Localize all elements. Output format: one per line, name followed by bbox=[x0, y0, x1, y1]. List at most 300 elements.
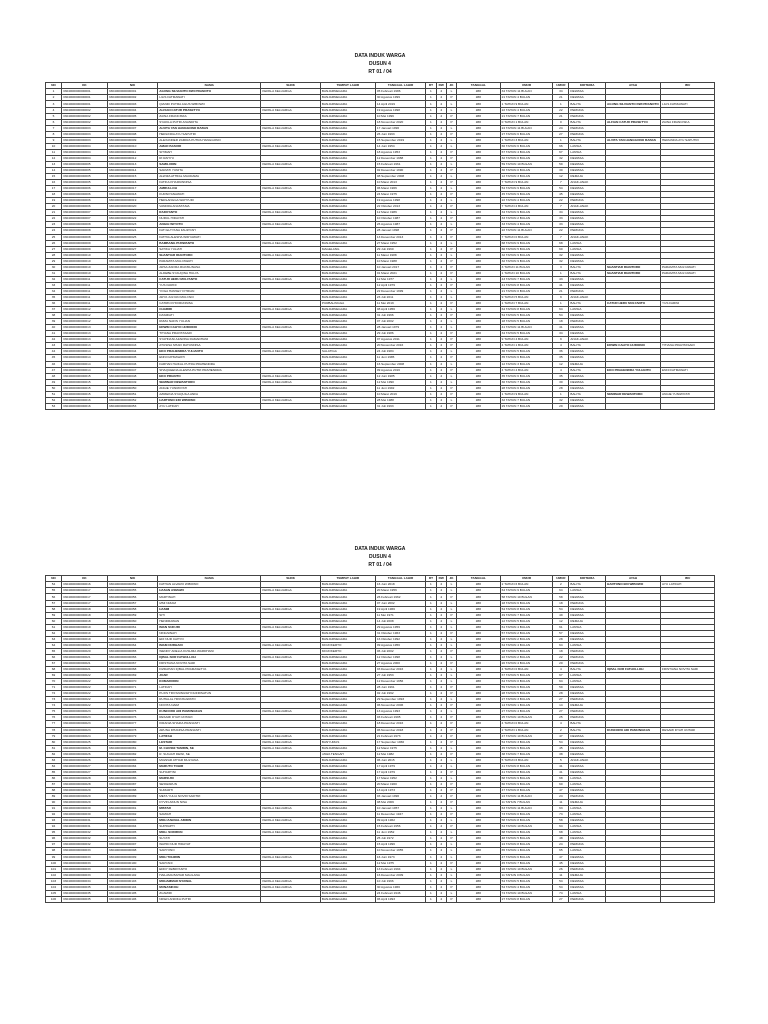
table-cell: 9 bbox=[553, 337, 569, 343]
table-cell: 3304000000000014 bbox=[107, 168, 157, 174]
table-cell: L bbox=[446, 679, 456, 685]
table-cell: PEMUDA bbox=[569, 107, 606, 113]
table-cell: PURBALINGGA bbox=[320, 301, 375, 307]
table-cell: 16 September 2008 bbox=[375, 361, 425, 367]
table-cell: 1 bbox=[426, 618, 436, 624]
table-cell: 1 bbox=[426, 276, 436, 282]
table-cell: 3304000000000018 bbox=[62, 618, 108, 624]
table-cell: SAMIAH bbox=[158, 812, 261, 818]
table-cell: 3304000000000086 bbox=[107, 775, 157, 781]
table-cell: 4 bbox=[436, 667, 446, 673]
table-cell: P bbox=[446, 403, 456, 409]
table-cell: 27 TAHUN 8 BULAN bbox=[500, 896, 553, 902]
table-cell: 93 bbox=[46, 818, 62, 824]
table-cell: 9 TAHUN 5 BULAN bbox=[500, 294, 553, 300]
table-cell: 27 TAHUN 3 BULAN bbox=[500, 697, 553, 703]
table-cell: BANJARNEGARA bbox=[320, 884, 375, 890]
table-cell: DEWASA bbox=[569, 155, 606, 161]
table-cell: ### bbox=[457, 186, 501, 192]
table-cell: 67 TAHUN 4 BULAN bbox=[500, 149, 553, 155]
table-cell: ### bbox=[457, 830, 501, 836]
table-cell: 25 Juli 1972 bbox=[375, 836, 425, 842]
column-header: JK bbox=[446, 83, 456, 89]
table-cell: 3304000000000055 bbox=[107, 588, 157, 594]
table-cell: BANJARNEGARA bbox=[320, 198, 375, 204]
table-cell: DEWASA bbox=[569, 612, 606, 618]
table-cell: DEWASA bbox=[569, 168, 606, 174]
table-cell: ### bbox=[457, 234, 501, 240]
table-cell: 18 bbox=[553, 319, 569, 325]
table-cell: 1 bbox=[426, 288, 436, 294]
table-cell: ### bbox=[457, 325, 501, 331]
table-cell: 1 bbox=[426, 294, 436, 300]
table-cell: 3304000000000023 bbox=[107, 222, 157, 228]
table-cell: ### bbox=[457, 812, 501, 818]
table-cell: CATUR HERU MULYANTO bbox=[158, 276, 261, 282]
table-cell: 1 bbox=[426, 125, 436, 131]
table-cell: 3304000000000015 bbox=[62, 379, 108, 385]
column-header: SHDK bbox=[261, 576, 321, 582]
table-cell: 29 Juli 1960 bbox=[375, 246, 425, 252]
table-cell: P bbox=[446, 264, 456, 270]
table-cell: 30 TAHUN 7 BULAN bbox=[500, 379, 553, 385]
table-cell: 68 bbox=[553, 240, 569, 246]
table-cell: SHAQUEENA ALESHA PUTRI PRAHENDRA bbox=[158, 367, 261, 373]
table-cell: 3304000000000016 bbox=[107, 180, 157, 186]
table-cell: 60 TAHUN 5 BULAN bbox=[500, 246, 553, 252]
table-cell: 1 bbox=[426, 661, 436, 667]
table-cell: BANJARNEGARA bbox=[320, 661, 375, 667]
table-cell: P bbox=[446, 258, 456, 264]
table-cell: ### bbox=[457, 125, 501, 131]
table-cell: ### bbox=[457, 775, 501, 781]
table-cell: 54 bbox=[553, 606, 569, 612]
table-cell: PEMUDA bbox=[569, 654, 606, 660]
table-cell: BANJARNEGARA bbox=[320, 234, 375, 240]
table-cell: P bbox=[446, 896, 456, 902]
table-cell: DEWASA bbox=[569, 630, 606, 636]
table-cell: SALATIGA bbox=[320, 349, 375, 355]
table-cell: 4 bbox=[436, 673, 446, 679]
table-cell: DEWASA bbox=[569, 89, 606, 95]
table-cell: 3 TAHUN 11 BULAN bbox=[500, 264, 553, 270]
table-cell: 03 Januari 1996 bbox=[375, 794, 425, 800]
table-cell: 13 Agustus 1993 bbox=[375, 709, 425, 715]
table-cell: 3304000000000020 bbox=[107, 204, 157, 210]
table-cell: BANJARNEGARA bbox=[320, 812, 375, 818]
table-cell: L bbox=[446, 745, 456, 751]
table-cell: PEMUDA bbox=[569, 125, 606, 131]
table-cell: MOHAMMAD NYAWAL bbox=[158, 878, 261, 884]
table-cell: L bbox=[446, 830, 456, 836]
table-cell: 06 Juli 2002 bbox=[375, 648, 425, 654]
table-cell: ### bbox=[457, 745, 501, 751]
table-cell: 22 TAHUN 4 BULAN bbox=[500, 198, 553, 204]
table-cell: 3304000000000021 bbox=[62, 654, 108, 660]
table-cell: L bbox=[446, 866, 456, 872]
table-body bbox=[46, 89, 715, 409]
table-cell: 3304000000000060 bbox=[107, 618, 157, 624]
table-cell: 3304000000000059 bbox=[107, 612, 157, 618]
table-cell: ### bbox=[457, 113, 501, 119]
table-cell: P bbox=[446, 721, 456, 727]
table-cell: DEWASA bbox=[569, 787, 606, 793]
table-cell: 27 bbox=[553, 697, 569, 703]
table-cell: L bbox=[446, 125, 456, 131]
table-cell: 3304000000000013 bbox=[62, 343, 108, 349]
table-cell: 64 TAHUN 0 BULAN bbox=[500, 679, 553, 685]
table-cell: BANJARNEGARA bbox=[320, 131, 375, 137]
table-cell: 06 Juni 2015 bbox=[375, 757, 425, 763]
table-cell: 4 bbox=[436, 769, 446, 775]
table-cell: 3304000000000010 bbox=[62, 270, 108, 276]
table-cell: 3304000000000016 bbox=[62, 397, 108, 403]
table-cell: 59 bbox=[553, 161, 569, 167]
table-cell: 5 bbox=[553, 757, 569, 763]
table-cell: 3304000000000087 bbox=[107, 781, 157, 787]
table-cell: KEPALA KELUARGA bbox=[261, 606, 321, 612]
table-cell: 57 TAHUN 2 BULAN bbox=[500, 630, 553, 636]
table-cell: 4 bbox=[436, 636, 446, 642]
table-cell: ### bbox=[457, 642, 501, 648]
table-cell: 3304000000000001 bbox=[107, 89, 157, 95]
table-cell: KEPALA KELUARGA bbox=[261, 733, 321, 739]
table-cell: BANJARNEGARA bbox=[320, 745, 375, 751]
table-cell: 3304000000000007 bbox=[62, 216, 108, 222]
table-cell: 3304000000000026 bbox=[107, 240, 157, 246]
table-cell: P bbox=[446, 648, 456, 654]
table-cell: 41 TAHUN 8 BULAN bbox=[500, 763, 553, 769]
table-cell: 28 Mei 1988 bbox=[375, 397, 425, 403]
table-cell: BANJARNEGARA bbox=[320, 842, 375, 848]
table-cell: DEWASA bbox=[569, 763, 606, 769]
table-cell: 02 Juli 1992 bbox=[375, 691, 425, 697]
table-cell: BANJARNEGARA bbox=[320, 252, 375, 258]
table-cell: 49 bbox=[553, 612, 569, 618]
table-cell: 102 bbox=[46, 872, 62, 878]
table-cell: ### bbox=[457, 721, 501, 727]
table-cell: L bbox=[446, 107, 456, 113]
table-cell: MISTAR bbox=[158, 806, 261, 812]
table-cell: 1 bbox=[426, 872, 436, 878]
table-cell: 18 bbox=[46, 192, 62, 198]
table-cell: P bbox=[446, 168, 456, 174]
table-cell: 4 bbox=[436, 830, 446, 836]
table-cell: 3304000000000079 bbox=[107, 733, 157, 739]
table-cell: EKO PRIANTO bbox=[158, 373, 261, 379]
table-cell: DEWASA bbox=[569, 854, 606, 860]
table-cell: 41 bbox=[553, 769, 569, 775]
column-header: AYAH bbox=[606, 83, 661, 89]
table-cell: BANJARNEGARA bbox=[320, 325, 375, 331]
document-title: DATA INDUK WARGA bbox=[354, 53, 406, 59]
table-cell: 3304000000000038 bbox=[107, 313, 157, 319]
table-cell: 1 bbox=[426, 313, 436, 319]
table-cell: L bbox=[446, 349, 456, 355]
table-cell: P bbox=[446, 703, 456, 709]
table-cell: ### bbox=[457, 794, 501, 800]
table-cell: 1 bbox=[426, 113, 436, 119]
table-cell: ### bbox=[457, 624, 501, 630]
table-cell: 4 bbox=[436, 137, 446, 143]
table-cell: BANJARNEGARA bbox=[320, 367, 375, 373]
table-cell: BANJARNEGARA bbox=[320, 155, 375, 161]
table-cell: LILIS FATMAWATI bbox=[661, 101, 715, 107]
table-cell: 24 TAHUN 11 BULAN bbox=[500, 794, 553, 800]
table-cell: 1 bbox=[426, 131, 436, 137]
table-cell: 4 bbox=[436, 691, 446, 697]
table-cell: 14 April 2019 bbox=[375, 101, 425, 107]
table-cell: 3304000000000010 bbox=[62, 252, 108, 258]
table-cell: 59 bbox=[553, 685, 569, 691]
table-cell: L bbox=[446, 582, 456, 588]
table-cell: 26 bbox=[46, 240, 62, 246]
table-cell: L bbox=[446, 757, 456, 763]
table-cell: L bbox=[446, 307, 456, 313]
table-cell: 4 bbox=[436, 252, 446, 258]
table-cell: SARYANI bbox=[158, 860, 261, 866]
table-cell: L bbox=[446, 697, 456, 703]
table-cell: BANJARNEGARA bbox=[320, 216, 375, 222]
table-cell: 25 bbox=[553, 715, 569, 721]
table-cell: 32 bbox=[553, 155, 569, 161]
table-cell: 54 bbox=[553, 186, 569, 192]
table-cell: 4 bbox=[436, 294, 446, 300]
table-cell: 4 bbox=[436, 373, 446, 379]
table-cell: DEWASA bbox=[569, 818, 606, 824]
table-cell: 1 bbox=[426, 751, 436, 757]
table-cell: DEWASA bbox=[569, 733, 606, 739]
table-cell: L bbox=[446, 325, 456, 331]
table-cell: BALITA bbox=[569, 343, 606, 349]
table-cell: LANSIA bbox=[569, 830, 606, 836]
table-cell: 3304000000000065 bbox=[107, 648, 157, 654]
table-cell: KEPALA KELUARGA bbox=[261, 349, 321, 355]
table-cell: 3304000000000069 bbox=[107, 673, 157, 679]
table-cell: 37 bbox=[46, 307, 62, 313]
table-cell: 4 bbox=[436, 812, 446, 818]
table-cell: 1 bbox=[426, 143, 436, 149]
table-cell: ### bbox=[457, 216, 501, 222]
table-cell: 4 bbox=[436, 739, 446, 745]
table-cell: 20 November 2016 bbox=[375, 343, 425, 349]
table-cell: REMAJA bbox=[569, 703, 606, 709]
table-cell: DEWASA bbox=[569, 691, 606, 697]
table-cell: ANAK-ANAK bbox=[569, 204, 606, 210]
table-cell: 1 TAHUN 9 BULAN bbox=[500, 391, 553, 397]
table-cell: 13 April 1973 bbox=[375, 787, 425, 793]
table-cell: P bbox=[446, 769, 456, 775]
table-cell: BANJARNEGARA bbox=[320, 264, 375, 270]
table-cell: 3304000000000037 bbox=[107, 307, 157, 313]
table-cell: ### bbox=[457, 403, 501, 409]
table-cell: 1 bbox=[426, 95, 436, 101]
table-cell: MOJOKERTO bbox=[320, 642, 375, 648]
table-cell: LANSIA bbox=[569, 307, 606, 313]
table-cell: BANJARNEGARA bbox=[320, 848, 375, 854]
table-cell: 3304000000000102 bbox=[107, 872, 157, 878]
table-cell: 1 bbox=[426, 385, 436, 391]
table-cell: ### bbox=[457, 896, 501, 902]
table-cell: 45 bbox=[553, 745, 569, 751]
table-cell: 66 TAHUN 6 BULAN bbox=[500, 143, 553, 149]
table-cell: 28 TAHUN 5 BULAN bbox=[500, 691, 553, 697]
table-cell: ### bbox=[457, 661, 501, 667]
table-cell: WENDY ADELIA KUSUMA WARDHANI bbox=[158, 648, 261, 654]
table-cell: DEWASA bbox=[569, 860, 606, 866]
table-cell: ### bbox=[457, 582, 501, 588]
column-header: UMUR bbox=[553, 576, 569, 582]
table-cell: ### bbox=[457, 355, 501, 361]
table-cell: 12 Maret 1986 bbox=[375, 210, 425, 216]
table-cell: KEPALA KELUARGA bbox=[261, 624, 321, 630]
table-cell: P bbox=[446, 727, 456, 733]
table-cell: 12 bbox=[553, 361, 569, 367]
table-cell: 1 bbox=[426, 612, 436, 618]
table-cell: ZAINA FRANCISKA bbox=[661, 119, 715, 125]
table-cell: 3304000000000027 bbox=[62, 763, 108, 769]
table-cell: 3304000000000019 bbox=[62, 630, 108, 636]
table-cell: 3304000000000094 bbox=[107, 824, 157, 830]
table-cell: 1 bbox=[426, 240, 436, 246]
table-cell: 3304000000000042 bbox=[107, 337, 157, 343]
table-cell: SITIMAH bbox=[158, 149, 261, 155]
table-cell: 4 bbox=[436, 234, 446, 240]
table-cell: 4 bbox=[436, 618, 446, 624]
table-cell: 25 bbox=[46, 234, 62, 240]
table-cell: 75 bbox=[46, 709, 62, 715]
table-cell: 86 bbox=[46, 775, 62, 781]
table-cell: 3304000000000034 bbox=[62, 878, 108, 884]
table-cell: 41 TAHUN 8 BULAN bbox=[500, 769, 553, 775]
table-cell: L bbox=[446, 667, 456, 673]
table-cell: 1 bbox=[426, 842, 436, 848]
table-cell: 3304000000000045 bbox=[107, 355, 157, 361]
table-cell: 3304000000000002 bbox=[62, 113, 108, 119]
table-cell: 1 bbox=[426, 373, 436, 379]
table-cell: 1 bbox=[426, 397, 436, 403]
table-cell: KEPALA KELUARGA bbox=[261, 642, 321, 648]
table-cell: BANJARNEGARA bbox=[320, 582, 375, 588]
table-cell: ### bbox=[457, 787, 501, 793]
table-cell: 1 bbox=[426, 252, 436, 258]
table-cell: 4 bbox=[436, 787, 446, 793]
table-cell: 3304000000000023 bbox=[62, 727, 108, 733]
table-cell: REMAJA bbox=[569, 872, 606, 878]
table-cell: 1 bbox=[426, 186, 436, 192]
table-cell: 24 bbox=[553, 125, 569, 131]
table-cell: 5 bbox=[46, 113, 62, 119]
table-cell: 1 bbox=[553, 301, 569, 307]
table-cell: 3304000000000005 bbox=[62, 161, 108, 167]
table-cell: 30 bbox=[553, 168, 569, 174]
table-cell: KOMARUDIN bbox=[158, 679, 261, 685]
table-cell: 56 bbox=[46, 594, 62, 600]
table-cell: KUNCORO ADI PAMUNGKAS bbox=[606, 727, 661, 733]
table-cell: 1 bbox=[426, 403, 436, 409]
table-cell: 64 bbox=[46, 642, 62, 648]
table-cell: 3304000000000030 bbox=[107, 264, 157, 270]
table-cell: BANJARNEGARA bbox=[320, 143, 375, 149]
table-cell: REMAJA bbox=[569, 174, 606, 180]
table-cell: LANSIA bbox=[569, 781, 606, 787]
table-cell: DEWASA bbox=[569, 385, 606, 391]
table-cell: 47 bbox=[553, 733, 569, 739]
table-cell: 4 bbox=[436, 301, 446, 307]
table-cell: 14 Juli 2008 bbox=[375, 618, 425, 624]
table-cell: 4 bbox=[436, 331, 446, 337]
table-cell: 12 Mei 1990 bbox=[375, 379, 425, 385]
table-cell: BANJARNEGARA bbox=[320, 180, 375, 186]
table-cell: EDWIN CAHYO HUDIONO bbox=[158, 325, 261, 331]
table-cell: 3304000000000024 bbox=[62, 733, 108, 739]
table-cell: P bbox=[446, 246, 456, 252]
table-cell: ### bbox=[457, 890, 501, 896]
table-cell: 74 TAHUN 10 BULAN bbox=[500, 890, 553, 896]
table-cell: MOH ZAENAL ABIDIN bbox=[158, 818, 261, 824]
table-cell: 3304000000000031 bbox=[62, 824, 108, 830]
table-cell: YOGA HANSEY FITRIAN bbox=[158, 288, 261, 294]
table-cell: 45 TAHUN 9 BULAN bbox=[500, 745, 553, 751]
table-cell: DEWASA bbox=[569, 836, 606, 842]
table-cell: PEMUDA bbox=[569, 896, 606, 902]
table-cell: BALITA bbox=[569, 391, 606, 397]
column-header: TANGGAL LAHIR bbox=[375, 83, 425, 89]
table-cell: 3304000000000028 bbox=[62, 781, 108, 787]
table-cell: ### bbox=[457, 806, 501, 812]
table-cell: BANJARNEGARA bbox=[320, 691, 375, 697]
table-cell: KEPALA KELUARGA bbox=[261, 210, 321, 216]
table-cell: 3304000000000050 bbox=[107, 385, 157, 391]
table-cell: DEWASA bbox=[569, 313, 606, 319]
table-cell: 61 bbox=[46, 624, 62, 630]
table-cell: IZMI NIZAM bbox=[158, 600, 261, 606]
table-cell: BANJARNEGARA bbox=[320, 168, 375, 174]
table-cell: 1 TAHUN 9 BULAN bbox=[500, 101, 553, 107]
table-cell: P bbox=[446, 391, 456, 397]
table-cell: SEMINAR DEWANTORO bbox=[158, 379, 261, 385]
table-cell: KEPALA KELUARGA bbox=[261, 775, 321, 781]
table-cell: BANJARNEGARA bbox=[320, 787, 375, 793]
table-cell: 83 bbox=[46, 757, 62, 763]
table-cell: ANAK-ANAK bbox=[569, 180, 606, 186]
table-cell: 1 bbox=[553, 101, 569, 107]
table-cell: 4 TAHUN 4 BULAN bbox=[500, 367, 553, 373]
table-cell: BANJARNEGARA bbox=[320, 343, 375, 349]
table-cell: 64 TAHUN 10 BULAN bbox=[500, 824, 553, 830]
table-cell: NURUL HIDAYATI bbox=[158, 216, 261, 222]
table-cell: 11 bbox=[553, 800, 569, 806]
table-cell: DEWASA bbox=[569, 222, 606, 228]
table-cell: 3304000000000029 bbox=[62, 794, 108, 800]
table-cell: L bbox=[446, 673, 456, 679]
table-cell: 47 TAHUN 8 BULAN bbox=[500, 787, 553, 793]
table-cell: 54 TAHUN 9 BULAN bbox=[500, 186, 553, 192]
table-cell: 54 bbox=[553, 884, 569, 890]
table-cell: 3304000000000021 bbox=[62, 661, 108, 667]
table-cell: BANJARNEGARA bbox=[320, 733, 375, 739]
table-cell: PARAMITA MULYAWATI bbox=[661, 270, 715, 276]
table-cell: AMRULLOH bbox=[158, 186, 261, 192]
table-cell: BALITA bbox=[569, 137, 606, 143]
table-cell: BANJARNEGARA bbox=[320, 630, 375, 636]
table-cell: 32 bbox=[46, 276, 62, 282]
table-cell: 3304000000000003 bbox=[62, 137, 108, 143]
table-cell: BANJARNEGARA bbox=[320, 721, 375, 727]
table-cell: 3304000000000074 bbox=[107, 703, 157, 709]
table-cell: 3304000000000012 bbox=[62, 307, 108, 313]
table-cell: 32 TAHUN 0 BULAN bbox=[500, 155, 553, 161]
